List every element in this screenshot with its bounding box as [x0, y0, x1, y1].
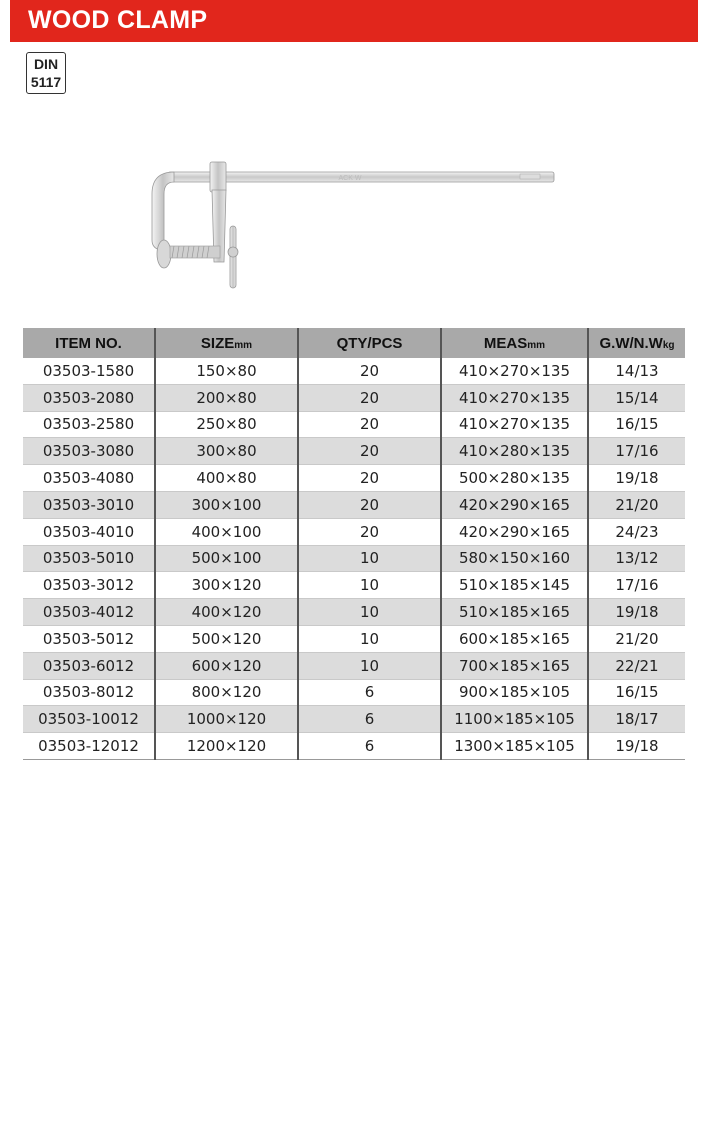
bar-brand-text: ACK W	[338, 175, 362, 182]
cell-qty: 10	[298, 599, 441, 626]
table-row	[23, 706, 685, 733]
cell-size: 500×120	[155, 625, 298, 652]
cell-qty: 20	[298, 438, 441, 465]
cell-weight: 16/15	[588, 411, 685, 438]
header-meas: MEASmm	[441, 328, 588, 358]
cell-weight: 19/18	[588, 599, 685, 626]
table-row	[23, 545, 685, 572]
cell-item-no: 03503-8012	[23, 679, 155, 706]
cell-qty: 10	[298, 545, 441, 572]
din-number: 5117	[30, 74, 62, 90]
cell-size: 800×120	[155, 679, 298, 706]
cell-qty: 20	[298, 491, 441, 518]
din-label: DIN	[33, 56, 59, 72]
cell-meas: 700×185×165	[441, 652, 588, 679]
header-size: SIZEmm	[155, 328, 298, 358]
cell-qty: 6	[298, 679, 441, 706]
table-body	[23, 358, 685, 759]
cell-meas: 1100×185×105	[441, 706, 588, 733]
cell-qty: 10	[298, 652, 441, 679]
cell-meas: 580×150×160	[441, 545, 588, 572]
cell-size: 400×80	[155, 465, 298, 492]
din-standard-badge	[26, 52, 66, 94]
cell-weight: 17/16	[588, 438, 685, 465]
cell-size: 150×80	[155, 358, 298, 384]
table-row	[23, 411, 685, 438]
cell-weight: 19/18	[588, 465, 685, 492]
cell-qty: 10	[298, 572, 441, 599]
cell-size: 250×80	[155, 411, 298, 438]
table-row	[23, 358, 685, 384]
cell-item-no: 03503-4010	[23, 518, 155, 545]
cell-meas: 600×185×165	[441, 625, 588, 652]
cell-item-no: 03503-4012	[23, 599, 155, 626]
cell-weight: 24/23	[588, 518, 685, 545]
cell-size: 400×100	[155, 518, 298, 545]
cell-weight: 22/21	[588, 652, 685, 679]
cell-size: 1000×120	[155, 706, 298, 733]
cell-item-no: 03503-3012	[23, 572, 155, 599]
table-row	[23, 652, 685, 679]
cell-weight: 15/14	[588, 384, 685, 411]
cell-weight: 17/16	[588, 572, 685, 599]
cell-item-no: 03503-3010	[23, 491, 155, 518]
cell-item-no: 03503-5012	[23, 625, 155, 652]
header-item-no: ITEM NO.	[23, 328, 155, 358]
table-row	[23, 625, 685, 652]
cell-item-no: 03503-5010	[23, 545, 155, 572]
cell-item-no: 03503-6012	[23, 652, 155, 679]
cell-qty: 20	[298, 384, 441, 411]
cell-item-no: 03503-2580	[23, 411, 155, 438]
page-title: WOOD CLAMP	[28, 6, 208, 34]
cell-weight: 13/12	[588, 545, 685, 572]
cell-meas: 420×290×165	[441, 518, 588, 545]
cell-qty: 20	[298, 411, 441, 438]
cell-meas: 410×270×135	[441, 358, 588, 384]
cell-weight: 16/15	[588, 679, 685, 706]
table-row	[23, 518, 685, 545]
cell-size: 1200×120	[155, 733, 298, 760]
cell-item-no: 03503-1580	[23, 358, 155, 384]
cell-meas: 410×280×135	[441, 438, 588, 465]
cell-meas: 410×270×135	[441, 384, 588, 411]
table-row	[23, 438, 685, 465]
cell-size: 200×80	[155, 384, 298, 411]
table-row	[23, 572, 685, 599]
cell-size: 600×120	[155, 652, 298, 679]
cell-weight: 18/17	[588, 706, 685, 733]
cell-item-no: 03503-3080	[23, 438, 155, 465]
table-header-row	[23, 328, 685, 358]
cell-size: 400×120	[155, 599, 298, 626]
cell-meas: 500×280×135	[441, 465, 588, 492]
header-weight: G.W/N.Wkg	[588, 328, 685, 358]
cell-qty: 6	[298, 706, 441, 733]
title-bar	[10, 0, 698, 42]
table-row	[23, 465, 685, 492]
cell-weight: 21/20	[588, 491, 685, 518]
cell-meas: 1300×185×105	[441, 733, 588, 760]
table-row	[23, 599, 685, 626]
cell-meas: 510×185×165	[441, 599, 588, 626]
cell-meas: 900×185×105	[441, 679, 588, 706]
table-row	[23, 491, 685, 518]
cell-item-no: 03503-4080	[23, 465, 155, 492]
cell-item-no: 03503-10012	[23, 706, 155, 733]
cell-qty: 20	[298, 518, 441, 545]
cell-size: 300×100	[155, 491, 298, 518]
cell-weight: 14/13	[588, 358, 685, 384]
cell-meas: 410×270×135	[441, 411, 588, 438]
cell-meas: 420×290×165	[441, 491, 588, 518]
cell-weight: 21/20	[588, 625, 685, 652]
table-row	[23, 384, 685, 411]
cell-size: 300×120	[155, 572, 298, 599]
cell-qty: 20	[298, 465, 441, 492]
cell-weight: 19/18	[588, 733, 685, 760]
table-row	[23, 733, 685, 760]
cell-qty: 10	[298, 625, 441, 652]
cell-item-no: 03503-2080	[23, 384, 155, 411]
cell-meas: 510×185×145	[441, 572, 588, 599]
f-clamp-image	[140, 150, 560, 300]
header-qty: QTY/PCS	[298, 328, 441, 358]
cell-qty: 20	[298, 358, 441, 384]
cell-item-no: 03503-12012	[23, 733, 155, 760]
spec-table	[23, 328, 685, 760]
cell-size: 300×80	[155, 438, 298, 465]
cell-qty: 6	[298, 733, 441, 760]
table-row	[23, 679, 685, 706]
cell-size: 500×100	[155, 545, 298, 572]
